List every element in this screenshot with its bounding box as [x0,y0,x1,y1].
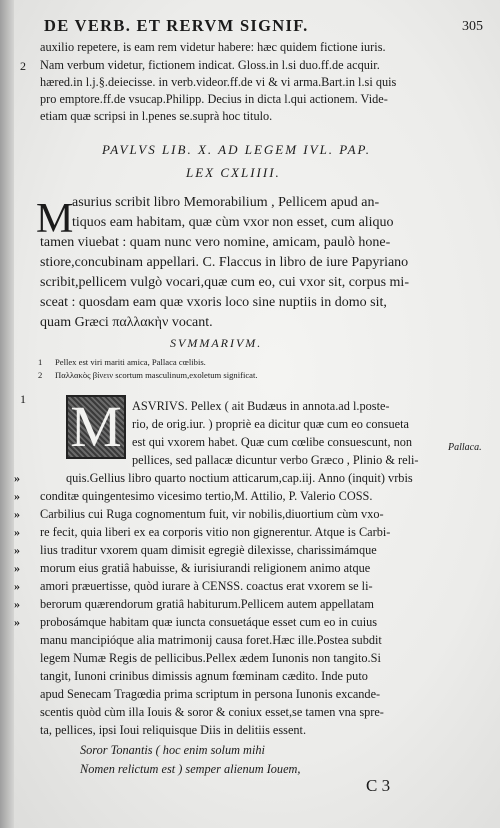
quote-mark: » [14,579,20,593]
commentary-line: scentis quòd cùm illa Iouis & soror & coniux esset,se tamen vna spre- [40,705,384,719]
commentary-line: conditæ quingentesimo vicesimo tertio,M. Attilio, P. Valerio COSS. [40,489,373,503]
law-line: scribit,pellicem vulgò vocari,quæ cum eo, cui vxor sit, corpus mi- [40,275,409,290]
commentary-line: est qui vxorem habet. Quæ cum cœlibe consuescunt, non [132,435,413,449]
commentary-line: morum eius gratiâ habuisse, & iurisiurandi religionem animo atque [40,561,371,575]
quote-mark: » [14,525,20,539]
verse-line: Soror Tonantis ( hoc enim solum mihi [80,743,265,757]
commentary-line: amori præuertisse, quòd iurare à CENSS. coactus erat vxorem se li- [40,579,373,593]
commentary-line: legem Numæ Regis de pellicibus.Pellex ædem Iunonis non tangito.Si [40,651,381,665]
commentary-line: ta, pellices, ipsi Ioui reliquisque Diis in delitiis essent. [40,723,307,737]
law-line: tamen viuebat : quam nunc vero nomine, amicam, paulò hone- [40,235,391,250]
commentary-line: ASVRIVS. Pellex ( ait Budæus in annota.ad l.poste- [132,399,390,413]
summary-item: Παλλακὸς βίνειν scortum masculinum,exoletum significat. [55,370,258,380]
commentary-line: tangit, Iunoni crinibus dimissis agnum fœminam cædito. Inde puto [40,669,368,683]
summarium-heading: SVMMARIVM. [170,336,263,350]
top-line: Nam verbum videtur, fictionem indicat. Gloss.in l.si duo.ff.de acquir. [40,58,380,72]
initial-letter: M [36,196,74,242]
margin-note-pallaca: Pallaca. [448,442,482,453]
summary-number: 2 [38,370,43,380]
law-line: quam Græci παλλακὴν vocant. [40,315,213,330]
lex-number-heading: LEX CXLIIII. [186,165,281,180]
commentary-line: rio, de orig.iur. ) propriè ea dicitur quæ cum eo consueta [132,417,409,431]
commentary-line: pellices, sed pallacæ dicuntur verbo Græco , Plinio & reli- [132,453,419,467]
summary-number: 1 [38,357,43,367]
commentary-line: probosámque habitam quæ iuncta consuetáque esset cum eo in cuius [40,615,378,629]
ornamental-initial: M [66,395,126,459]
law-line: stiore,concubinam appellari. C. Flaccus in libro de iure Papyriano [40,255,409,270]
quote-mark: » [14,597,20,611]
commentary-line: re fecit, quia liberi ex ea corporis vitio non gignerentur. Atque is Carbi- [40,525,391,539]
page-number: 305 [462,19,483,34]
margin-note-number: 2 [20,59,26,73]
summary-item: Pellex est viri mariti amica, Pallaca cœlibis. [55,357,206,367]
quote-mark: » [14,543,20,557]
verse-line: Nomen relictum est ) semper alienum Iouem, [80,762,301,776]
top-line: pro emptore.ff.de vsucap.Philipp. Decius in dicta l.qui actionem. Vide- [40,92,388,106]
quote-mark: » [14,561,20,575]
section-heading: PAVLVS LIB. X. AD LEGEM IVL. PAP. [102,142,372,157]
top-line: auxilio repetere, is eam rem videtur habere: hæc quidem fictione iuris. [40,40,386,54]
top-line: etiam quæ scripsi in l.penes se.suprà hoc titulo. [40,109,273,123]
commentary-line: lius traditur vxorem quam dimisit egregiè dilexisse, charissimámque [40,543,377,557]
law-line: tiquos eam habitam, quæ cùm vxor non esset, cum aliquo [72,215,394,230]
commentary-line: Carbilius cui Ruga cognomentum fuit, vir nobilis,diuortium cùm vxo- [40,507,384,521]
signature-mark: C 3 [366,776,391,795]
page-binding-shadow [0,0,14,828]
quote-mark: » [14,507,20,521]
law-line: asurius scribit libro Memorabilium , Pellicem apud an- [72,195,380,210]
quote-mark: » [14,489,20,503]
top-line: hæred.in l.j.§.deiecisse. in verb.videor.ff.de vi & vi arma.Bart.in l.si quis [40,75,397,89]
quote-mark: » [14,615,20,629]
margin-note-number: 1 [20,392,26,406]
commentary-line: manu mancipióque alia matrimonij causa foret.Hæc ille.Postea subdit [40,633,382,647]
quote-mark: » [14,471,20,485]
law-line: sceat : quosdam eam quæ vxoris loco sine nuptiis in domo sit, [40,295,387,310]
commentary-line: berorum quærendorum gratiâ habiturum.Pellicem autem appellatam [40,597,374,611]
commentary-line: quis.Gellius libro quarto noctium atticarum,cap.iij. Anno (inquit) vrbis [66,471,413,485]
commentary-line: apud Senecam Tragœdia prima scriptum in persona Iunonis excande- [40,687,381,701]
running-head: DE VERB. ET RERVM SIGNIF. [44,16,309,35]
